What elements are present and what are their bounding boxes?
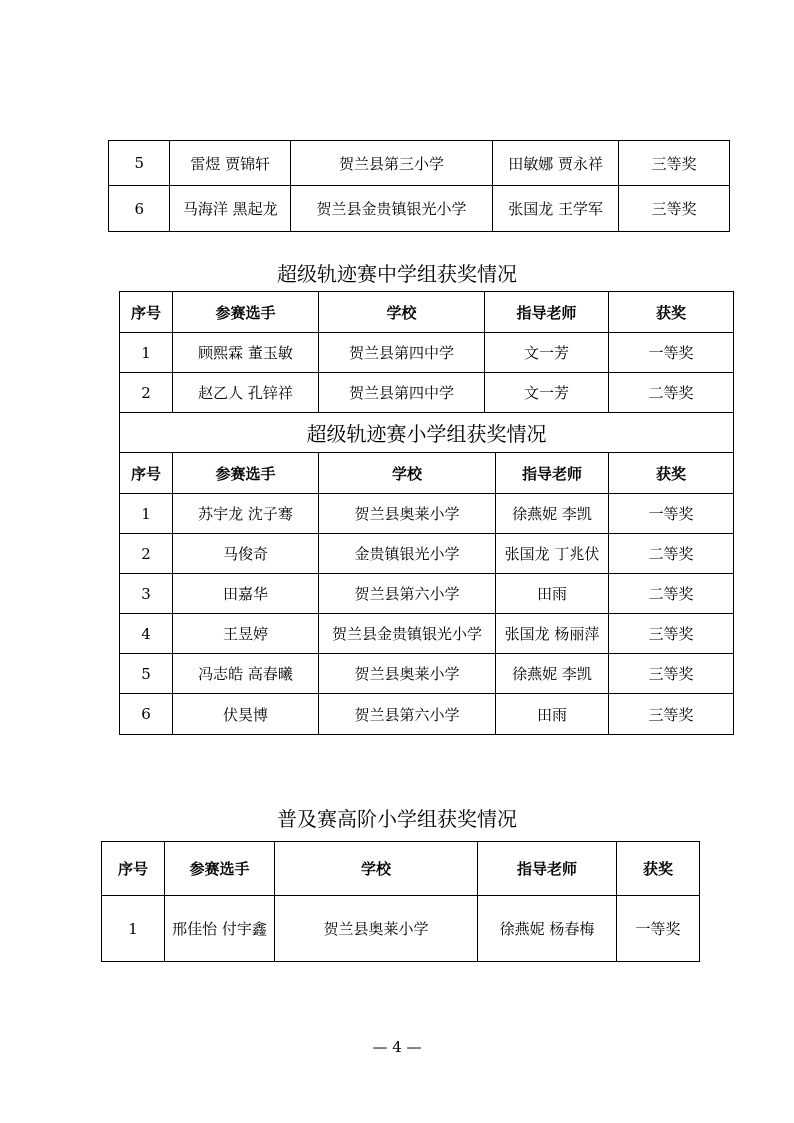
cell-award: 二等奖 [609,534,734,574]
header-teacher: 指导老师 [478,842,617,896]
cell-school: 贺兰县奥莱小学 [319,654,496,694]
cell-players: 苏宇龙 沈子骞 [173,494,319,534]
cell-school: 贺兰县第六小学 [319,694,496,735]
cell-award: 三等奖 [609,614,734,654]
cell-players: 顾熙霖 董玉敏 [173,333,319,373]
cell-no: 6 [109,186,170,232]
cell-teacher: 张国龙 杨丽萍 [496,614,609,654]
cell-school: 贺兰县金贵镇银光小学 [319,614,496,654]
header-no: 序号 [102,842,165,896]
cell-school: 贺兰县第四中学 [319,333,485,373]
cell-no: 1 [120,494,173,534]
cell-no: 4 [120,614,173,654]
cell-teacher: 文一芳 [485,333,609,373]
cell-players: 伏昊博 [173,694,319,735]
cell-teacher: 张国龙 王学军 [493,186,619,232]
header-row [120,292,734,333]
cell-teacher: 张国龙 丁兆伏 [496,534,609,574]
page-number: — 4 — [372,1038,422,1056]
cell-school: 贺兰县奥莱小学 [319,494,496,534]
cell-award: 一等奖 [609,494,734,534]
cell-teacher: 田雨 [496,694,609,735]
cell-teacher: 徐燕妮 杨春梅 [478,896,617,962]
cell-award: 三等奖 [609,694,734,735]
section-title-primary-school: 超级轨迹赛小学组获奖情况 [120,413,734,453]
header-players: 参赛选手 [173,292,319,333]
cell-teacher: 徐燕妮 李凯 [496,654,609,694]
header-teacher: 指导老师 [496,453,609,494]
cell-school: 贺兰县第三小学 [291,141,493,186]
cell-award: 二等奖 [609,373,734,413]
cell-players: 邢佳怡 付宇鑫 [165,896,275,962]
cell-teacher: 徐燕妮 李凯 [496,494,609,534]
table-row [120,373,734,413]
table-row [102,896,700,962]
cell-award: 三等奖 [619,186,730,232]
cell-players: 马海洋 黑起龙 [170,186,291,232]
cell-school: 贺兰县第六小学 [319,574,496,614]
cell-players: 田嘉华 [173,574,319,614]
header-award: 获奖 [617,842,700,896]
cell-no: 3 [120,574,173,614]
cell-award: 三等奖 [609,654,734,694]
table-row [120,333,734,373]
section-title-popular: 普及赛高阶小学组获奖情况 [277,807,517,831]
section-title-middle-school: 超级轨迹赛中学组获奖情况 [277,262,517,286]
table-row [120,694,734,735]
cell-no: 1 [102,896,165,962]
header-row [102,842,700,896]
header-school: 学校 [319,453,496,494]
award-table-trajectory [119,291,734,735]
cell-award: 三等奖 [619,141,730,186]
cell-no: 1 [120,333,173,373]
cell-school: 贺兰县奥莱小学 [275,896,478,962]
header-award: 获奖 [609,292,734,333]
cell-no: 5 [109,141,170,186]
cell-players: 冯志皓 高春曦 [173,654,319,694]
header-no: 序号 [120,292,173,333]
header-school: 学校 [275,842,478,896]
table-row [120,574,734,614]
cell-no: 5 [120,654,173,694]
cell-school: 贺兰县第四中学 [319,373,485,413]
header-award: 获奖 [609,453,734,494]
cell-award: 二等奖 [609,574,734,614]
table-row [109,186,730,232]
header-teacher: 指导老师 [485,292,609,333]
cell-award: 一等奖 [617,896,700,962]
cell-teacher: 田敏娜 贾永祥 [493,141,619,186]
cell-no: 6 [120,694,173,735]
cell-players: 雷煜 贾锦轩 [170,141,291,186]
table-row [120,654,734,694]
award-table-popular [101,841,700,962]
cell-players: 王昱婷 [173,614,319,654]
cell-players: 马俊奇 [173,534,319,574]
table-row [120,614,734,654]
section-title-row [120,413,734,453]
table-row [120,494,734,534]
header-no: 序号 [120,453,173,494]
cell-no: 2 [120,373,173,413]
award-table-continued [108,140,730,232]
cell-school: 金贵镇银光小学 [319,534,496,574]
header-players: 参赛选手 [165,842,275,896]
header-school: 学校 [319,292,485,333]
cell-school: 贺兰县金贵镇银光小学 [291,186,493,232]
cell-award: 一等奖 [609,333,734,373]
cell-teacher: 田雨 [496,574,609,614]
table-row [109,141,730,186]
cell-players: 赵乙人 孔锌祥 [173,373,319,413]
table-row [120,534,734,574]
header-row [120,453,734,494]
cell-teacher: 文一芳 [485,373,609,413]
header-players: 参赛选手 [173,453,319,494]
cell-no: 2 [120,534,173,574]
